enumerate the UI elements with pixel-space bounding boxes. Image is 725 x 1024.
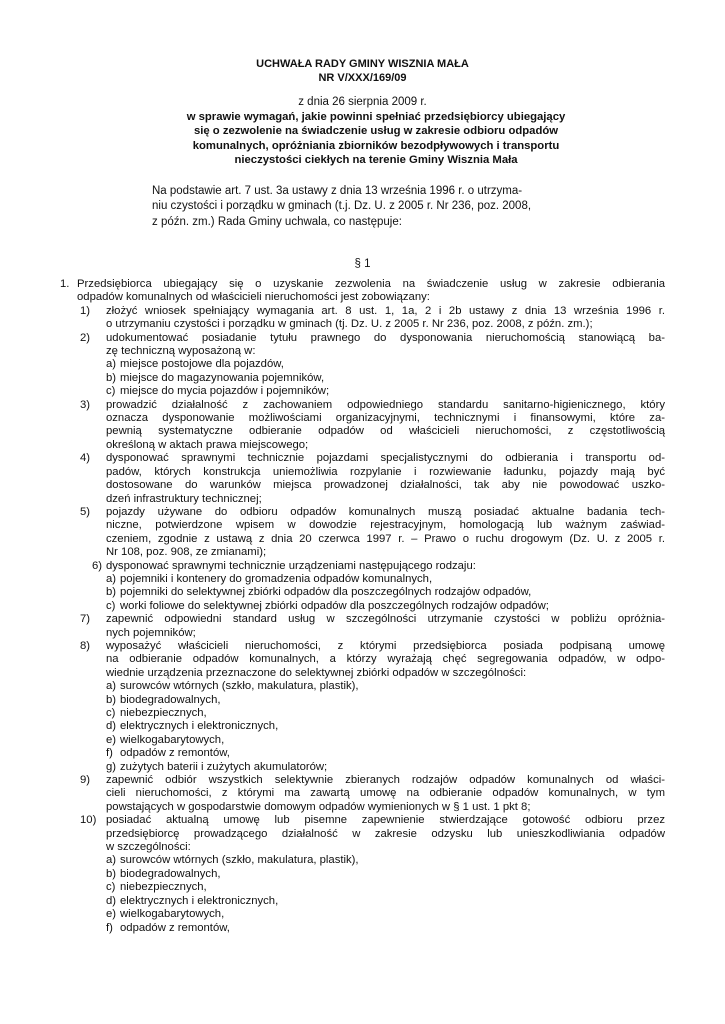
line-text: dysponować sprawnymi technicznie pojazdami specjalistycznymi do odbierania i transportu od-	[106, 452, 665, 465]
body-line	[60, 560, 665, 573]
body-line	[60, 385, 665, 398]
list-marker: b)	[106, 867, 117, 880]
body-line	[60, 493, 665, 506]
body-line	[60, 895, 665, 908]
body-line	[60, 291, 665, 304]
line-text: wielkogabarytowych,	[120, 908, 225, 921]
line-text: dostosowane do warunków miejsca prowadzonej działalności, tak aby nie powodować uszko-	[106, 479, 665, 492]
line-text: czeniem, zgodnie z ustawą z dnia 20 czerwca 1997 r. – Prawo o ruchu drogowym (Dz. U. z 2005 r.	[106, 532, 665, 545]
line-text: w szczególności:	[106, 841, 191, 854]
body-line	[60, 814, 665, 827]
list-marker: a)	[106, 572, 117, 585]
list-marker: d)	[106, 720, 117, 733]
body-line	[60, 305, 665, 318]
preamble-line: z późn. zm.) Rada Gminy uchwala, co następuje:	[152, 215, 402, 228]
line-text: zużytych baterii i zużytych akumulatorów;	[120, 760, 328, 773]
body-line	[60, 854, 665, 867]
line-text: zapewnić odpowiedni standard usług w szczególności utrzymanie czystości w pobliżu opróżnia-	[106, 613, 665, 626]
list-marker: e)	[106, 908, 117, 921]
body-line	[60, 519, 665, 532]
body-line	[60, 881, 665, 894]
line-text: pojemniki do selektywnej zbiórki odpadów dla poszczególnych rodzajów odpadów,	[120, 586, 532, 599]
list-marker: a)	[106, 358, 117, 371]
body-line	[60, 479, 665, 492]
body-line	[60, 546, 665, 559]
line-text: zapewnić odbiór wszystkich selektywnie zbieranych rodzajów odpadów komunalnych od właści-	[106, 774, 665, 787]
list-marker: 10)	[80, 814, 97, 827]
line-text: określoną w aktach prawa miejscowego;	[106, 438, 309, 451]
subject-line: komunalnych, opróżniania zbiorników bezodpływowych i transportu	[192, 139, 560, 152]
line-text: udokumentować posiadanie tytułu prawnego do dysponowania nieruchomością stanowiącą ba-	[106, 331, 665, 344]
line-text: pojazdy używane do odbioru odpadów komunalnych muszą posiadać aktualne badania tech-	[106, 505, 665, 518]
body-line	[60, 707, 665, 720]
body-line	[60, 720, 665, 733]
line-text: elektrycznych i elektronicznych,	[120, 720, 279, 733]
line-text: cieli nieruchomości, z którymi ma zawartą umowę na odbieranie odpadów komunalnych, w tym	[106, 787, 665, 800]
list-marker: 9)	[80, 774, 91, 787]
body-line	[60, 734, 665, 747]
body-line	[60, 278, 665, 291]
list-marker: 1.	[60, 278, 70, 290]
list-marker: g)	[106, 760, 117, 773]
subject-line: w sprawie wymagań, jakie powinni spełniać przedsiębiorcy ubiegający	[186, 111, 566, 123]
line-text: elektrycznych i elektronicznych,	[120, 894, 279, 907]
line-text: surowców wtórnych (szkło, makulatura, plastik),	[120, 854, 359, 867]
list-marker: 1)	[80, 304, 91, 317]
subject-line: nieczystości ciekłych na terenie Gminy Wisznia Mała	[234, 154, 518, 167]
list-marker: a)	[106, 680, 117, 693]
list-marker: c)	[106, 599, 116, 612]
body-line	[60, 439, 665, 452]
line-text: złożyć wniosek spełniający wymagania art. 8 ust. 1, 1a, 2 i 2b ustawy z dnia 13 września 1996 r.	[106, 304, 665, 317]
body-line	[60, 399, 665, 412]
line-text: pojemniki i kontenery do gromadzenia odpadów komunalnych,	[120, 572, 433, 585]
line-text: prowadzić działalność z zachowaniem odpowiedniego standardu sanitarno-higienicznego, który	[106, 398, 665, 411]
list-marker: 8)	[80, 639, 91, 652]
list-marker: 4)	[80, 452, 91, 465]
list-marker: 3)	[80, 398, 91, 411]
body-line	[60, 586, 665, 599]
body-line	[60, 627, 665, 640]
body-line	[60, 653, 665, 666]
line-text: dzeń infrastruktury technicznej;	[106, 492, 262, 505]
body-line	[60, 761, 665, 774]
body-line	[60, 922, 665, 935]
line-text: Przedsiębiorca ubiegający się o uzyskanie zezwolenia na świadczenie usług w zakresie odbierania	[77, 278, 665, 290]
body-line	[60, 573, 665, 586]
section-heading: § 1	[354, 258, 371, 270]
line-text: padów, których konstrukcja uniemożliwia rozpylanie i rozwiewanie ładunku, pojazdy mają być	[106, 465, 665, 478]
list-marker: f)	[106, 747, 113, 760]
list-marker: b)	[106, 693, 117, 706]
line-text: biodegradowalnych,	[120, 693, 221, 706]
line-text: dysponować sprawnymi technicznie urządzeniami następującego rodzaju:	[106, 559, 476, 572]
line-text: powstających w gospodarstwie domowym odpadów wymienionych w § 1 ust. 1 pkt 8;	[106, 800, 531, 813]
line-text: oznacza dysponowanie możliwościami organizacyjnymi, technicznymi i finansowymi, które za-	[106, 412, 665, 425]
body-line	[60, 345, 665, 358]
line-text: odpadów komunalnych od właścicieli nieruchomości jest zobowiązany:	[77, 291, 430, 304]
list-marker: a)	[106, 854, 117, 867]
body-line	[60, 358, 665, 371]
body-line	[60, 667, 665, 680]
list-marker: b)	[106, 586, 117, 599]
preamble-line: niu czystości i porządku w gminach (t.j. Dz. U. z 2005 r. Nr 236, poz. 2008,	[152, 200, 532, 213]
line-text: posiadać aktualną umowę lub pisemne zapewnienie stwierdzające gotowość odbioru przez	[106, 814, 665, 827]
list-marker: e)	[106, 733, 117, 746]
list-marker: d)	[106, 894, 117, 907]
list-marker: c)	[106, 707, 116, 719]
line-text: niebezpiecznych,	[120, 707, 207, 719]
line-text: Nr 108, poz. 908, ze zmianami);	[106, 546, 267, 559]
line-text: miejsce do mycia pojazdów i pojemników;	[120, 385, 330, 398]
body-line	[60, 332, 665, 345]
list-marker: b)	[106, 371, 117, 384]
line-text: zę techniczną wyposażoną w:	[106, 345, 256, 358]
line-text: niczne, potwierdzone wpisem w dowodzie rejestracyjnym, homologacją lub ważnym zaświad-	[106, 519, 665, 532]
line-text: o utrzymaniu czystości i porządku w gminach (tj. Dz. U. z 2005 r. Nr 236, poz. 2008, z późn. zm.);	[106, 318, 593, 331]
body-line	[60, 506, 665, 519]
body-line	[60, 466, 665, 479]
legal-basis-preamble	[152, 184, 602, 230]
resolution-date: z dnia 26 sierpnia 2009 r.	[298, 96, 427, 108]
section-body	[60, 278, 665, 935]
body-line	[60, 841, 665, 854]
line-text: wyposażyć właścicieli nieruchomości, z którymi przedsiębiorca posiada podpisaną umowę	[106, 639, 665, 652]
body-line	[60, 372, 665, 385]
body-line	[60, 694, 665, 707]
line-text: niebezpiecznych,	[120, 881, 207, 894]
body-line	[60, 828, 665, 841]
line-text: miejsce postojowe dla pojazdów,	[120, 358, 284, 371]
body-line	[60, 640, 665, 653]
line-text: miejsce do magazynowania pojemników,	[120, 371, 325, 384]
list-marker: 7)	[80, 613, 91, 626]
line-text: pewnią systematyczne odbieranie odpadów od właścicieli nieruchomości, z częstotliwością	[106, 425, 665, 438]
body-line	[60, 318, 665, 331]
body-line	[60, 908, 665, 921]
list-marker: c)	[106, 385, 116, 398]
line-text: biodegradowalnych,	[120, 867, 221, 880]
list-marker: 2)	[80, 331, 91, 344]
line-text: worki foliowe do selektywnej zbiórki odpadów dla poszczególnych rodzajów odpadów;	[120, 599, 549, 612]
line-text: wielkogabarytowych,	[120, 733, 225, 746]
list-marker: 6)	[91, 559, 102, 572]
list-marker: c)	[106, 881, 116, 894]
body-line	[60, 747, 665, 760]
body-line	[60, 452, 665, 465]
body-line	[60, 425, 665, 438]
title-line-2: NR V/XXX/169/09	[318, 72, 407, 84]
body-line	[60, 868, 665, 881]
body-line	[60, 533, 665, 546]
list-marker: f)	[106, 921, 113, 934]
line-text: przedsiębiorcę prowadzącego działalność w zakresie odzysku lub unieszkodliwiania odpadów	[106, 827, 665, 840]
line-text: nych pojemników;	[106, 626, 196, 639]
title-line-1: UCHWAŁA RADY GMINY WISZNIA MAŁA	[256, 58, 469, 70]
resolution-subject	[152, 110, 600, 168]
line-text: surowców wtórnych (szkło, makulatura, plastik),	[120, 680, 359, 693]
body-line	[60, 613, 665, 626]
line-text: na odbieranie odpadów komunalnych, a którzy wyrażają chęć segregowania odpadów, w odpo-	[106, 653, 665, 666]
line-text: wiednie urządzenia przeznaczone do selektywnej zbiórki odpadów w szczególności:	[106, 666, 527, 679]
body-line	[60, 801, 665, 814]
preamble-line: Na podstawie art. 7 ust. 3a ustawy z dnia 13 września 1996 r. o utrzyma-	[152, 185, 523, 197]
body-line	[60, 774, 665, 787]
document-title	[0, 57, 725, 85]
body-line	[60, 680, 665, 693]
body-line	[60, 787, 665, 800]
list-marker: 5)	[80, 505, 91, 518]
body-line	[60, 600, 665, 613]
line-text: odpadów z remontów,	[120, 747, 230, 760]
line-text: odpadów z remontów,	[120, 921, 230, 934]
body-line	[60, 412, 665, 425]
subject-line: się o zezwolenie na świadczenie usług w zakresie odbioru odpadów	[193, 125, 559, 138]
